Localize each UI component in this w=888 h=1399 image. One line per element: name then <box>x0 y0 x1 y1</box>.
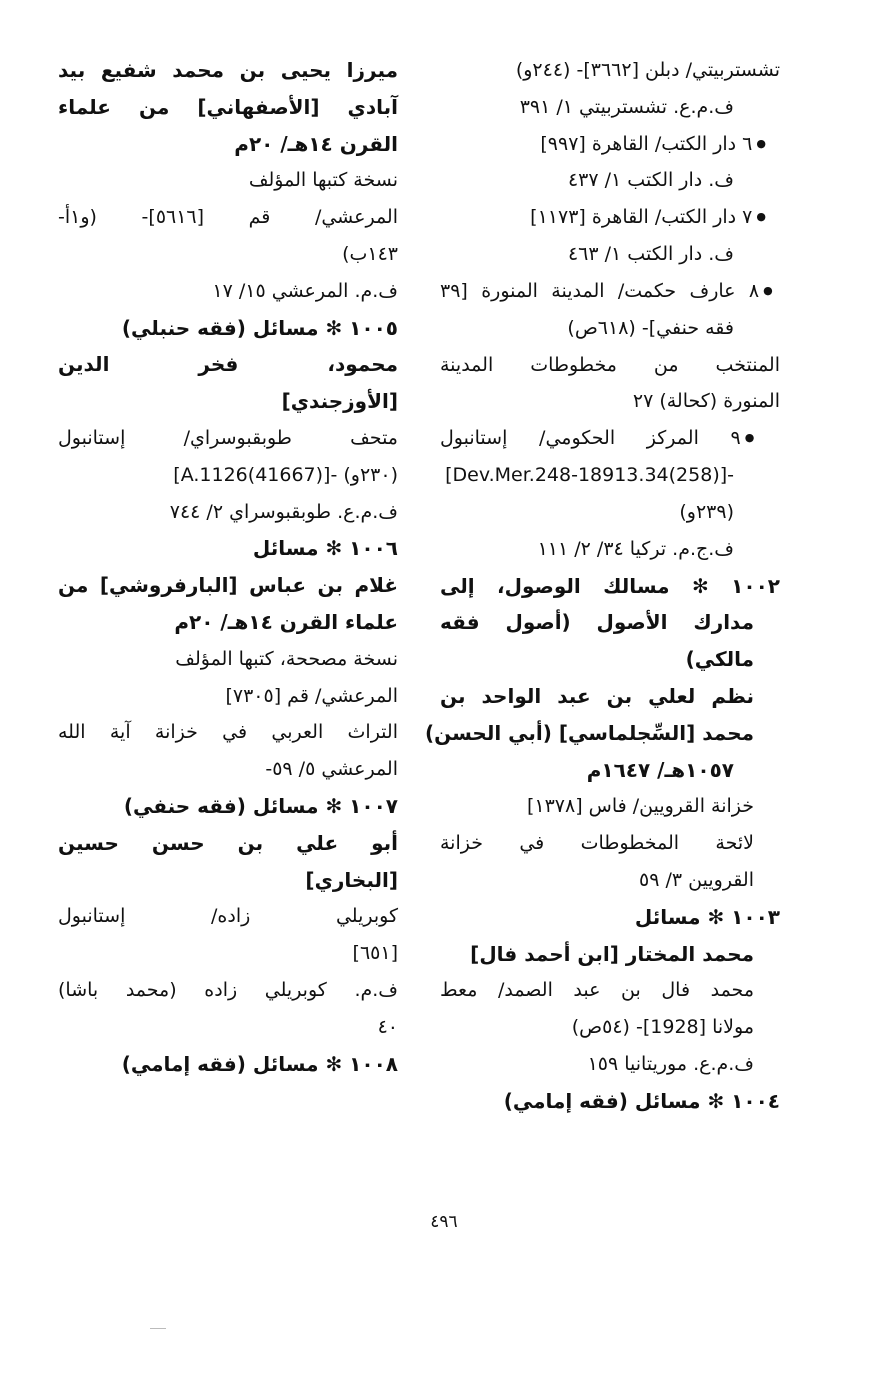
entry-text-line: القرويين ٣/ ٥٩ <box>639 868 754 891</box>
left-column <box>58 52 398 1082</box>
entry-text-line: ● ٨ عارف حكمت/ المدينة المنورة [٣٩ <box>440 273 780 310</box>
entry-text-line: نسخة مصححة، كتبها المؤلف <box>175 647 398 670</box>
entry-text-line: ٤٠ <box>377 1015 398 1038</box>
entry-heading-line: محمد المختار [ابن أحمد فال] <box>470 941 754 966</box>
page-number: ٤٩٦ <box>430 1212 458 1232</box>
entry-text-line: خزانة القرويين/ فاس [١٣٧٨] <box>526 795 754 818</box>
entry-heading-line: نظم لعلي بن عبد الواحد بن <box>440 683 754 708</box>
entry-heading-line: ١٠٥٧هـ/ ١٦٤٧م <box>586 757 734 782</box>
entry-text-line: -[(258)34.Dev.Mer.248-18913] <box>445 464 734 487</box>
entry-heading-line: محمود، فخر الدين <box>58 352 398 377</box>
entry-text-line: ف.ج.م. تركيا ٣٤/ ٢/ ١١١ <box>537 537 734 560</box>
entry-text-line: التراث العربي في خزانة آية الله <box>58 721 398 744</box>
entry-text-line: [٦٥١] <box>352 942 398 965</box>
entry-heading-line: مدارك الأصول (أصول فقه <box>440 610 754 635</box>
entry-heading-line: أبو علي بن حسن حسين <box>58 830 398 855</box>
entry-heading-line: ١٠٠٢ ✻ مسالك الوصول، إلى <box>440 573 780 598</box>
entry-heading-line: القرن ١٤هـ/ ٢٠م <box>234 131 398 156</box>
entry-text-line: (٢٣٩و) <box>679 500 734 523</box>
entry-text-line: ● ٧ دار الكتب/ القاهرة [١١٧٣] <box>440 199 780 236</box>
scan-mark <box>150 1328 166 1329</box>
entry-text-line: ● ٩ المركز الحكومي/ إستانبول <box>440 420 780 457</box>
entry-text-line: المنتخب من مخطوطات المدينة <box>440 353 780 376</box>
entry-text-line: متحف طوبقبوسراي/ إستانبول <box>58 426 398 449</box>
entry-text-line: تشستربيتي/ دبلن [٣٦٦٢]- (٢٤٤و) <box>515 59 780 81</box>
entry-text-line: لائحة المخطوطات في خزانة <box>440 832 754 855</box>
entry-heading-line: [الأوزجندي] <box>281 389 398 414</box>
entry-heading-line: ١٠٠٨ ✻ مسائل (فقه إمامي) <box>121 1051 398 1076</box>
entry-text-line: مولانا [1928]- (٥٤ص) <box>571 1016 754 1039</box>
right-column <box>424 52 780 1119</box>
entry-text-line: (٢٣٠و) -[(41667)A.1126] <box>173 463 398 486</box>
entry-heading-line: غلام بن عباس [البارفروشي] من <box>58 573 398 598</box>
entry-heading-line: ١٠٠٥ ✻ مسائل (فقه حنبلي) <box>121 315 398 340</box>
entry-text-line: ف. دار الكتب ١/ ٤٣٧ <box>567 169 734 192</box>
entry-text-line: ف.م. كوبريلي زاده (محمد باشا) <box>58 978 398 1001</box>
entry-text-line: ف.م.ع. موريتانيا ١٥٩ <box>587 1052 754 1075</box>
entry-text-line: ف.م.ع. تشستربيتي ١/ ٣٩١ <box>519 95 734 118</box>
entry-text-line: كوبريلي زاده/ إستانبول <box>58 905 398 928</box>
entry-text-line: ف.م. المرعشي ١٥/ ١٧ <box>212 279 398 302</box>
entry-heading-line: مالكي) <box>685 647 754 672</box>
entry-heading-line: آبادي [الأصفهاني] من علماء <box>58 94 398 119</box>
entry-text-line: ف.م.ع. طوبقبوسراي ٢/ ٧٤٤ <box>169 500 398 523</box>
entry-heading-line: ١٠٠٧ ✻ مسائل (فقه حنفي) <box>123 793 398 818</box>
entry-heading-line: علماء القرن ١٤هـ/ ٢٠م <box>174 609 398 634</box>
entry-heading-line: محمد [السِّجلماسي] (أبي الحسن) <box>424 720 754 745</box>
entry-text-line: المرعشي/ قم [٧٣٠٥] <box>225 684 398 707</box>
entry-text-line: ف. دار الكتب ١/ ٤٦٣ <box>567 243 734 266</box>
entry-text-line: المنورة (كحالة) ٢٧ <box>632 390 780 413</box>
entry-text-line: ١٤٣ب) <box>342 242 398 265</box>
entry-heading-line: ١٠٠٣ ✻ مسائل <box>634 904 780 929</box>
entry-text-line: ● ٦ دار الكتب/ القاهرة [٩٩٧] <box>440 126 780 163</box>
entry-heading-line: [البخاري] <box>305 867 398 892</box>
entry-heading-line: ١٠٠٦ ✻ مسائل <box>252 536 398 561</box>
entry-text-line: المرعشي/ قم [٥٦١٦]- (و١أ- <box>58 206 399 229</box>
entry-text-line: نسخة كتبها المؤلف <box>248 169 398 192</box>
entry-text-line: المرعشي ٥/ ٥٩- <box>265 758 398 781</box>
entry-heading-line: ١٠٠٤ ✻ مسائل (فقه إمامي) <box>503 1088 780 1113</box>
entry-text-line: فقه حنفي]- (٦١٨ص) <box>567 316 734 339</box>
entry-text-line: محمد فال بن عبد الصمد/ معط <box>440 979 754 1002</box>
entry-heading-line: ميرزا يحيى بن محمد شفيع بيد <box>58 58 398 82</box>
